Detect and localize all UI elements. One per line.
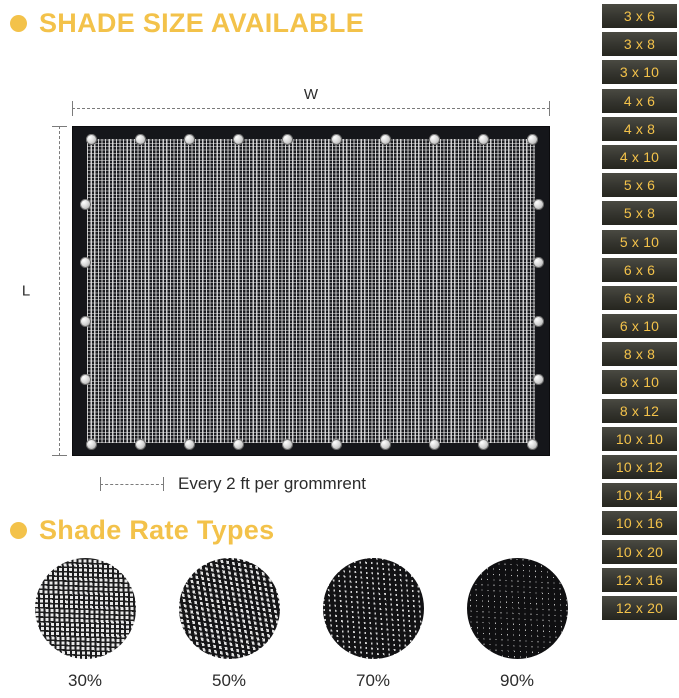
shade-rate-swatch[interactable] — [456, 558, 578, 691]
shade-cloth-diagram — [0, 50, 600, 505]
size-chip[interactable]: 8 x 8 — [602, 342, 677, 366]
shade-rate-heading-label: Shade Rate Types — [39, 515, 275, 545]
size-chip[interactable]: 10 x 12 — [602, 455, 677, 479]
size-chip[interactable]: 8 x 12 — [602, 399, 677, 423]
length-dimension-cap-top — [52, 126, 67, 127]
size-chip[interactable]: 6 x 6 — [602, 258, 677, 282]
width-dimension-rule — [72, 108, 550, 109]
size-chip[interactable]: 3 x 10 — [602, 60, 677, 84]
grommet-icon — [533, 374, 544, 385]
grommet-spacing-label: Every 2 ft per grommrent — [178, 474, 367, 493]
shade-cloth-mesh — [87, 139, 535, 443]
shade-rate-swatch-mesh — [467, 558, 568, 659]
available-size-list — [600, 0, 679, 698]
size-chip[interactable]: 12 x 20 — [602, 596, 677, 620]
size-chip[interactable]: 6 x 8 — [602, 286, 677, 310]
size-chip[interactable]: 5 x 8 — [602, 201, 677, 225]
shade-rate-swatch-label: 50% — [211, 671, 247, 690]
size-chip[interactable]: 10 x 14 — [602, 483, 677, 507]
grommet-spacing-cap-left — [100, 477, 101, 491]
size-chip[interactable]: 3 x 8 — [602, 32, 677, 56]
grommet-icon — [135, 439, 146, 450]
width-dimension-label: W — [303, 86, 319, 103]
shade-rate-swatch[interactable] — [312, 558, 434, 691]
grommet-icon — [282, 134, 293, 145]
grommet-icon — [533, 257, 544, 268]
width-dimension-cap-left — [72, 101, 73, 116]
grommet-icon — [533, 316, 544, 327]
shade-rate-swatch-list — [24, 558, 594, 691]
grommet-icon — [233, 439, 244, 450]
length-dimension-rule — [59, 126, 60, 456]
grommet-icon — [184, 134, 195, 145]
grommet-icon — [478, 134, 489, 145]
shade-rate-swatch-mesh — [179, 558, 280, 659]
grommet-icon — [86, 134, 97, 145]
shade-rate-heading — [10, 515, 274, 546]
grommet-spacing-bracket — [100, 476, 164, 492]
size-chip[interactable]: 10 x 10 — [602, 427, 677, 451]
size-chip[interactable]: 4 x 8 — [602, 117, 677, 141]
grommet-icon — [331, 134, 342, 145]
length-dimension-label: L — [21, 282, 31, 300]
shade-size-heading-label: SHADE SIZE AVAILABLE — [39, 8, 365, 38]
grommet-icon — [233, 134, 244, 145]
grommet-icon — [80, 316, 91, 327]
grommet-spacing-note — [100, 474, 366, 494]
grommet-icon — [184, 439, 195, 450]
shade-rate-swatch-mesh — [323, 558, 424, 659]
grommet-icon — [331, 439, 342, 450]
size-chip[interactable]: 4 x 10 — [602, 145, 677, 169]
grommet-icon — [429, 134, 440, 145]
grommet-icon — [380, 134, 391, 145]
size-chip[interactable]: 5 x 10 — [602, 230, 677, 254]
shade-rate-swatch-label: 30% — [67, 671, 103, 690]
size-chip[interactable]: 12 x 16 — [602, 568, 677, 592]
shade-size-heading — [10, 8, 364, 39]
grommet-icon — [86, 439, 97, 450]
shade-cloth-illustration — [72, 126, 550, 456]
shade-rate-swatch-label: 90% — [499, 671, 535, 690]
grommet-icon — [282, 439, 293, 450]
length-dimension-cap-bottom — [52, 455, 67, 456]
size-chip[interactable]: 10 x 20 — [602, 540, 677, 564]
grommet-icon — [533, 199, 544, 210]
grommet-icon — [80, 199, 91, 210]
shade-rate-swatch-label: 70% — [355, 671, 391, 690]
grommet-icon — [380, 439, 391, 450]
width-dimension-line — [72, 86, 550, 116]
size-chip[interactable]: 5 x 6 — [602, 173, 677, 197]
size-chip[interactable]: 4 x 6 — [602, 89, 677, 113]
shade-rate-swatch[interactable] — [24, 558, 146, 691]
grommet-icon — [527, 439, 538, 450]
size-chip[interactable]: 8 x 10 — [602, 370, 677, 394]
grommet-spacing-cap-right — [163, 477, 164, 491]
length-dimension-line — [21, 126, 68, 456]
shade-rate-swatch[interactable] — [168, 558, 290, 691]
width-dimension-cap-right — [549, 101, 550, 116]
size-chip[interactable]: 10 x 16 — [602, 511, 677, 535]
grommet-icon — [478, 439, 489, 450]
bullet-dot-icon — [10, 15, 27, 32]
size-chip[interactable]: 3 x 6 — [602, 4, 677, 28]
grommet-icon — [429, 439, 440, 450]
grommet-icon — [527, 134, 538, 145]
size-chip[interactable]: 6 x 10 — [602, 314, 677, 338]
bullet-dot-icon — [10, 522, 27, 539]
shade-rate-swatch-mesh — [35, 558, 136, 659]
grommet-spacing-rule — [100, 484, 164, 485]
grommet-icon — [135, 134, 146, 145]
